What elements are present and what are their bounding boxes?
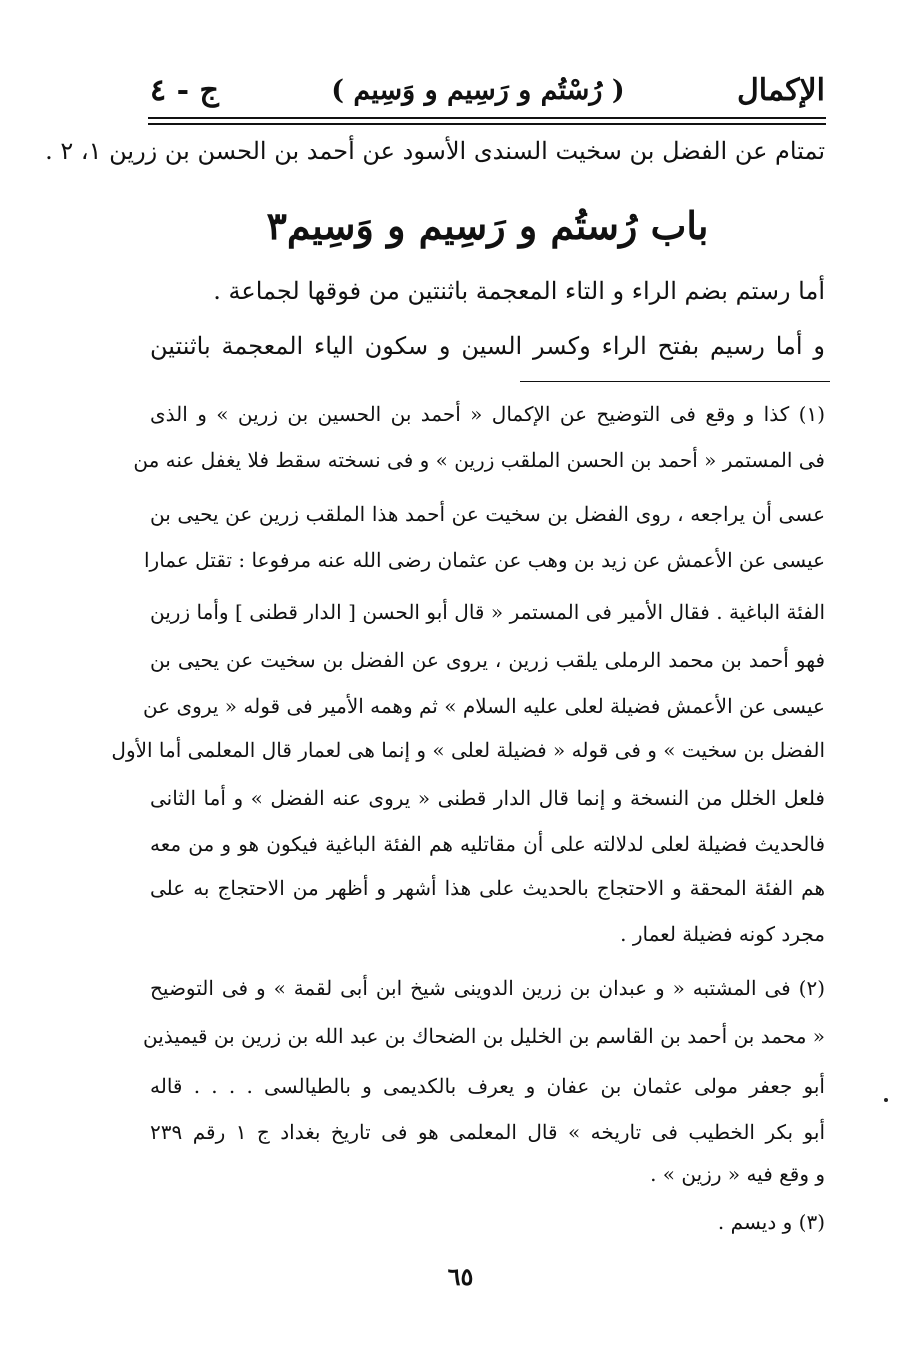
footnote-line: الفضل بن سخيت » و فى قوله « فضيلة لعلى » و إنما هى لعمار قال المعلمى أما الأول xyxy=(111,738,825,762)
running-header xyxy=(150,64,825,116)
footnote-line: مجرد كونه فضيلة لعمار . xyxy=(620,922,825,946)
footnote-line: فى المستمر « أحمد بن الحسن الملقب زرين » و فى نسخته سقط فلا يغفل عنه من xyxy=(133,448,825,472)
footnote-line: « محمد بن أحمد بن القاسم بن الخليل بن الضحاك بن عبد الله بن زرين بن قيميذين xyxy=(143,1024,825,1048)
footnote-line: أبو جعفر مولى عثمان بن عفان و يعرف بالكديمى و بالطيالسى . . . . قاله xyxy=(150,1074,825,1098)
footnote-line: (١) كذا و وقع فى التوضيح عن الإكمال « أحمد بن الحسين بن زرين » و الذى xyxy=(150,402,825,426)
text-line: أما رستم بضم الراء و التاء المعجمة باثنتين من فوقها لجماعة . xyxy=(213,277,825,305)
footnote-line: هم الفئة المحقة و الاحتجاج بالحديث على هذا أشهر و أظهر من الاحتجاج به على xyxy=(150,876,825,900)
volume-number: ج - ٤ xyxy=(150,72,219,108)
header-rule-top xyxy=(148,117,826,119)
footnote-line: و وقع فيه « رزين » . xyxy=(650,1162,825,1186)
footnote-line: عيسى عن الأعمش عن زيد بن وهب عن عثمان رضى الله عنه مرفوعا : تقتل عمارا xyxy=(143,548,825,572)
footnote-rule xyxy=(520,381,830,382)
page-number: ٦٥ xyxy=(447,1262,474,1291)
footnote-line: فالحديث فضيلة لعلى لدلالته على أن مقاتليه هم الفئة الباغية فيكون هو و من معه xyxy=(150,832,825,856)
footnote-line: فلعل الخلل من النسخة و إنما قال الدار قطنى « يروى عنه الفضل » و أما الثانى xyxy=(150,786,825,810)
footnote-line: عيسى عن الأعمش فضيلة لعلى عليه السلام » ثم وهمه الأمير فى قوله « يروى عن xyxy=(143,694,825,718)
chapter-title: باب رُستُم و رَسِيم و وَسِيم٣ xyxy=(266,203,709,248)
margin-speck xyxy=(884,1098,888,1102)
footnote-line: (٢) فى المشتبه « و عبدان بن زرين الدوينى شيخ ابن أبى لقمة » و فى التوضيح xyxy=(150,976,825,1000)
text-line: و أما رسيم بفتح الراء وكسر السين و سكون الياء المعجمة باثنتين xyxy=(150,332,825,360)
footnote-line: عسى أن يراجعه ، روى الفضل بن سخيت عن أحمد هذا الملقب زرين عن يحيى بن xyxy=(150,502,825,526)
footnote-line: أبو بكر الخطيب فى تاريخه » قال المعلمى هو فى تاريخ بغداد ج ١ رقم ٢٣٩ xyxy=(150,1120,826,1144)
footnote-line: فهو أحمد بن محمد الرملى يلقب زرين ، يروى عن الفضل بن سخيت عن يحيى بن xyxy=(150,648,825,672)
header-rule-bottom xyxy=(148,123,826,125)
book-title: الإكمال xyxy=(736,72,825,108)
section-title: ( رُسْتُم و رَسِيم و وَسِيم ) xyxy=(331,74,625,106)
continuation-line: تمتام عن الفضل بن سخيت السندى الأسود عن أحمد بن الحسن بن زرين ١، ٢ . xyxy=(45,137,825,165)
footnote-line: (٣) و ديسم . xyxy=(717,1210,825,1234)
footnote-line: الفئة الباغية . فقال الأمير فى المستمر « قال أبو الحسن [ الدار قطنى ] وأما زرين xyxy=(150,600,825,624)
